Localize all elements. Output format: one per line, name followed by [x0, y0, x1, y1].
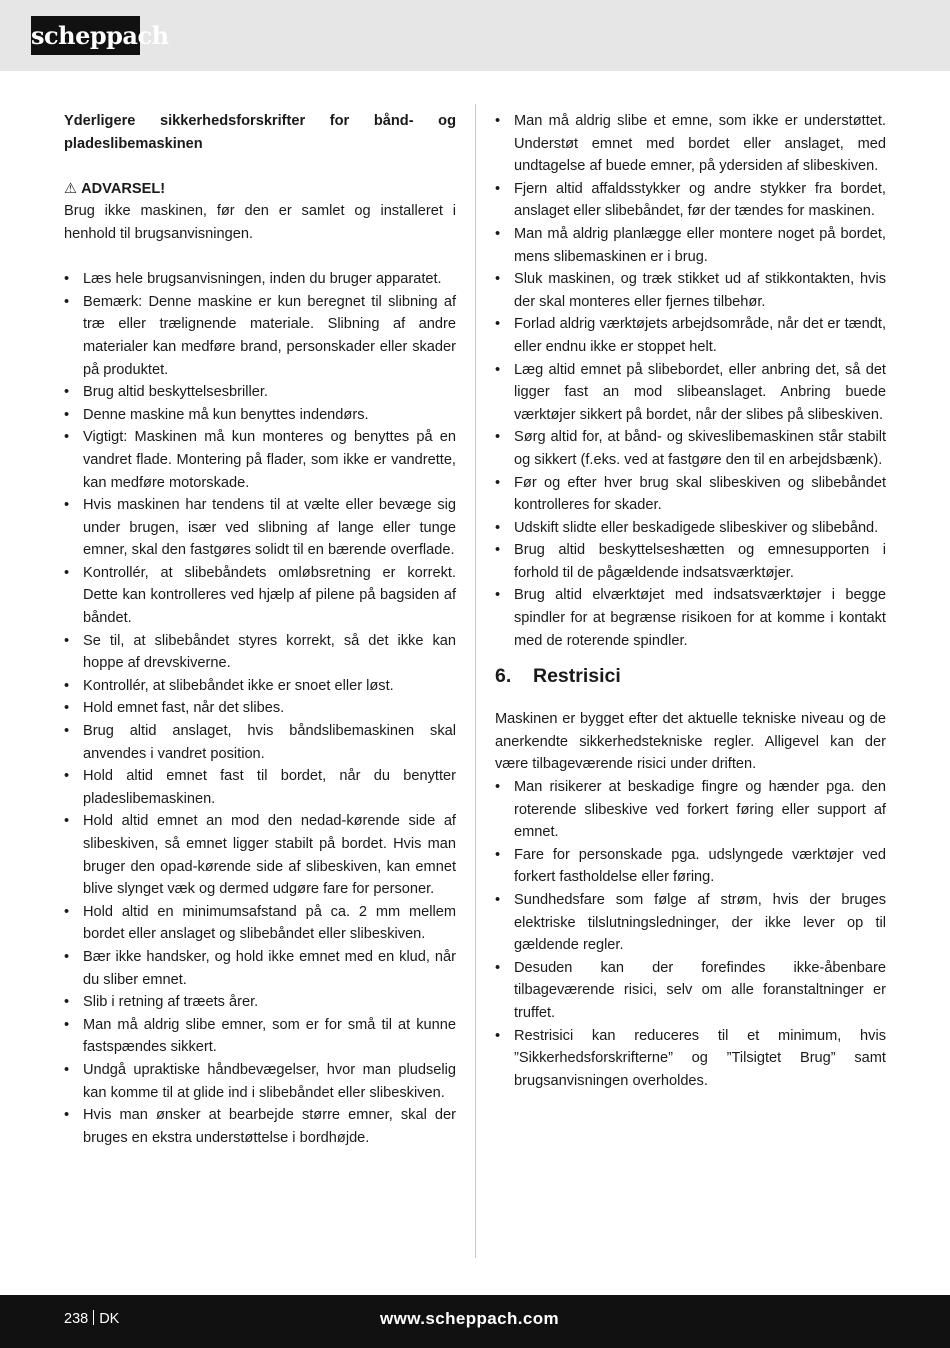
footer-separator	[93, 1310, 94, 1325]
list-item: • Fjern altid affaldsstykker og andre stykker fra bordet, anslaget eller slibebåndet, før der tændes for maskinen.	[495, 178, 886, 223]
list-item: • Hvis man ønsker at bearbejde større emner, skal der bruges en ekstra understøttelse i bordhøjde.	[64, 1104, 456, 1149]
list-item: • Læg altid emnet på slibebordet, eller anbring det, så det ligger fast an mod slibeanslaget. Anbring buede værktøjer sikkert på bordet, når der slibes på slibeskiven.	[495, 359, 886, 427]
list-item: • Se til, at slibebåndet styres korrekt, så det ikke kan hoppe af drevskiverne.	[64, 630, 456, 675]
right-bullet-list	[495, 110, 886, 652]
left-bullet-list	[64, 268, 456, 1149]
left-column	[64, 110, 456, 1149]
list-item: • Desuden kan der forefindes ikke-åbenbare tilbageværende risici, selv om alle foranstaltninger er truffet.	[495, 957, 886, 1025]
list-item: • Sørg altid for, at bånd- og skiveslibemaskinen står stabilt og sikkert (f.eks. ved at fastgøre den til en arbejdsbænk).	[495, 426, 886, 471]
list-item: • Man risikerer at beskadige fingre og hænder pga. den roterende slibeskive ved forkert føring eller support af emnet.	[495, 776, 886, 844]
warning-triangle-icon: ⚠	[64, 180, 78, 197]
list-item: • Restrisici kan reduceres til et minimum, hvis ”Sikkerhedsforskrifterne” og ”Tilsigtet Brug” samt brugsanvisningen overholdes.	[495, 1025, 886, 1093]
warning-line	[64, 178, 456, 201]
list-item: • Man må aldrig slibe emner, som er for små til at kunne fastspændes sikkert.	[64, 1014, 456, 1059]
list-item: • Undgå upraktiske håndbevægelser, hvor man pludselig kan komme til at glide ind i slibebåndet eller slibeskiven.	[64, 1059, 456, 1104]
warning-label: ADVARSEL!	[81, 180, 166, 197]
section-bullet-list	[495, 776, 886, 1092]
list-item: • Hvis maskinen har tendens til at vælte eller bevæge sig under brugen, især ved slibning af lange eller tunge emner, skal den fastgøres solidt til en bærende overflade.	[64, 494, 456, 562]
spacer	[64, 155, 456, 178]
list-item: • Brug altid anslaget, hvis båndslibemaskinen skal anvendes i vandret position.	[64, 720, 456, 765]
section-intro: Maskinen er bygget efter det aktuelle tekniske niveau og de anerkendte sikkerhedstekniske regler. Alligevel kan der være tilbageværende risici under driften.	[495, 711, 886, 773]
list-item: • Vigtigt: Maskinen må kun monteres og benyttes på en vandret flade. Montering på flader, som ikke er vandrette, kan medføre motorskade.	[64, 426, 456, 494]
list-item: • Hold emnet fast, når det slibes.	[64, 697, 456, 720]
page-header	[0, 0, 950, 71]
list-item: • Læs hele brugsanvisningen, inden du bruger apparatet.	[64, 268, 456, 291]
list-item: • Slib i retning af træets årer.	[64, 991, 456, 1014]
page-footer	[0, 1295, 950, 1348]
section-number: 6.	[495, 665, 512, 688]
spacer	[64, 246, 456, 269]
list-item: • Fare for personskade pga. udslyngede værktøjer ved forkert fastholdelse eller føring.	[495, 844, 886, 889]
right-column	[495, 110, 886, 1092]
list-item: • Brug altid elværktøjet med indsatsværktøjer i begge spindler for at begrænse risikoen for at komme i kontakt med de roterende spindler.	[495, 584, 886, 652]
warning-text: Brug ikke maskinen, før den er samlet og installeret i henhold til brugsanvisningen.	[64, 203, 456, 242]
list-item: • Bemærk: Denne maskine er kun beregnet til slibning af træ eller trælignende materiale. Slibning af andre materialer kan medføre brand, personskader eller skader på produktet.	[64, 291, 456, 381]
footer-page-info	[64, 1295, 119, 1343]
safety-heading: Yderligere sikkerhedsforskrifter for bånd- og pladeslibemaskinen	[64, 113, 456, 152]
language-code: DK	[99, 1311, 120, 1327]
scheppach-logo: scheppach	[31, 16, 140, 55]
list-item: • Denne maskine må kun benyttes indendørs.	[64, 404, 456, 427]
column-divider	[475, 104, 476, 1258]
list-item: • Hold altid emnet an mod den nedad-kørende side af slibeskiven, så emnet ligger stabilt på bordet. Hvis man bruger den opad-kørende side af slibeskiven, kan emnet blive slynget væk og dermed udgøre fare for personer.	[64, 810, 456, 900]
page-number: 238	[64, 1311, 89, 1327]
list-item: • Hold altid en minimumsafstand på ca. 2 mm mellem bordet eller anslaget og slibebåndet eller slibeskiven.	[64, 901, 456, 946]
website-link[interactable]: www.scheppach.com	[380, 1309, 560, 1328]
list-item: • Brug altid beskyttelseshætten og emnesupporten i forhold til de pågældende indsatsværktøjer.	[495, 539, 886, 584]
list-item: • Udskift slidte eller beskadigede slibeskiver og slibebånd.	[495, 517, 886, 540]
list-item: • Kontrollér, at slibebåndets omløbsretning er korrekt. Dette kan kontrolleres ved hjælp af pilene på bagsiden af båndet.	[64, 562, 456, 630]
list-item: • Hold altid emnet fast til bordet, når du benytter pladeslibemaskinen.	[64, 765, 456, 810]
section-title: Restrisici	[533, 665, 621, 688]
list-item: • Kontrollér, at slibebåndet ikke er snoet eller løst.	[64, 675, 456, 698]
list-item: • Forlad aldrig værktøjets arbejdsområde, når det er tændt, eller endnu ikke er stoppet helt.	[495, 313, 886, 358]
list-item: • Brug altid beskyttelsesbriller.	[64, 381, 456, 404]
list-item: • Man må aldrig planlægge eller montere noget på bordet, mens slibemaskinen er i brug.	[495, 223, 886, 268]
list-item: • Man må aldrig slibe et emne, som ikke er understøttet. Understøt emnet med bordet eller anslaget, med undtagelse af buede emner, på ydersiden af slibeskiven.	[495, 110, 886, 178]
section-heading	[495, 662, 886, 690]
list-item: • Bær ikke handsker, og hold ikke emnet med en klud, når du sliber emnet.	[64, 946, 456, 991]
list-item: • Sluk maskinen, og træk stikket ud af stikkontakten, hvis der skal monteres eller fjernes tilbehør.	[495, 268, 886, 313]
list-item: • Sundhedsfare som følge af strøm, hvis der bruges elektriske tilslutningsledninger, der ikke lever op til gældende regler.	[495, 889, 886, 957]
list-item: • Før og efter hver brug skal slibeskiven og slibebåndet kontrolleres for skader.	[495, 472, 886, 517]
